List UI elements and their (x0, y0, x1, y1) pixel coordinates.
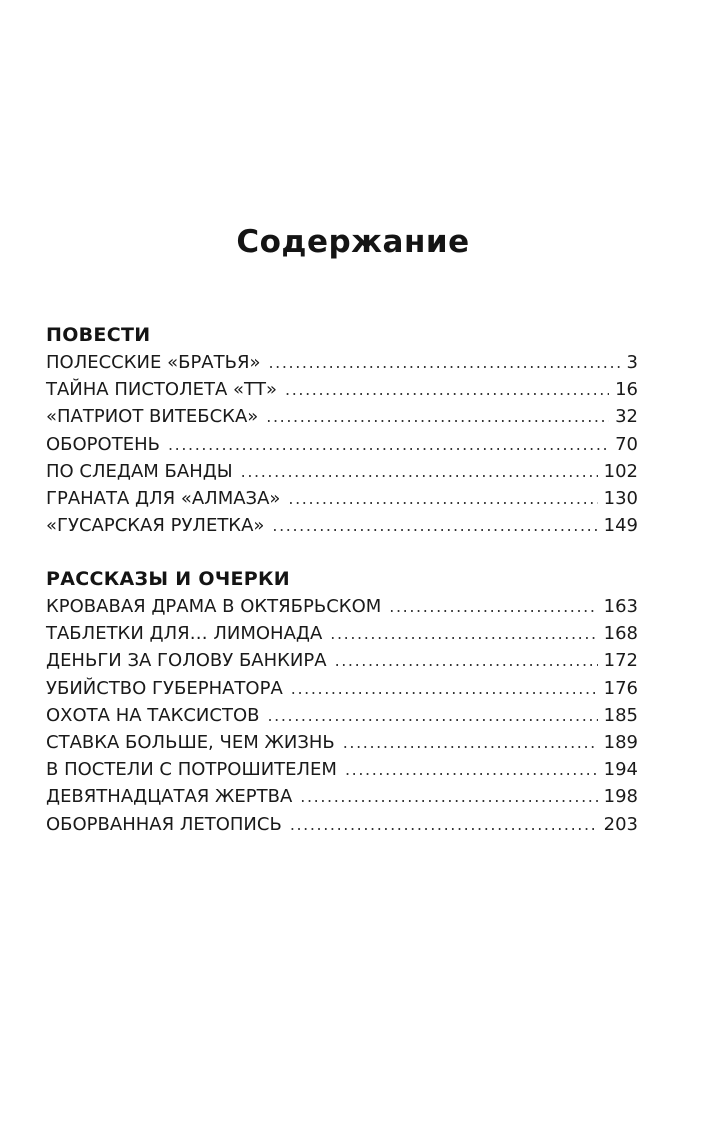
toc-section-povesti (46, 322, 638, 539)
toc-entry (46, 458, 638, 485)
dot-leader (330, 620, 597, 647)
toc-entry-title: ТАБЛЕТКИ ДЛЯ… ЛИМОНАДА (46, 623, 323, 645)
toc-entry-page-number: 176 (603, 677, 638, 699)
dot-leader (266, 403, 609, 430)
toc-entry-page-number: 172 (603, 650, 638, 672)
toc-entry-page-number: 203 (603, 813, 638, 835)
toc-entry (46, 512, 638, 539)
toc-entry-title: ОБОРОТЕНЬ (46, 433, 160, 455)
toc-entry (46, 647, 638, 674)
toc-entry (46, 756, 638, 783)
toc-entry (46, 620, 638, 647)
dot-leader (267, 702, 597, 729)
toc-entry-page-number: 198 (603, 786, 638, 808)
toc-entry (46, 431, 638, 458)
toc-entry-title: УБИЙСТВО ГУБЕРНАТОРА (46, 677, 283, 699)
toc-entry-title: КРОВАВАЯ ДРАМА В ОКТЯБРЬСКОМ (46, 596, 382, 617)
dot-leader (285, 376, 609, 403)
toc-entry-page-number: 70 (615, 433, 638, 455)
dot-leader (241, 458, 598, 485)
dot-leader (300, 783, 597, 810)
toc-entry-page-number: 168 (603, 623, 638, 645)
dot-leader (272, 512, 597, 539)
dot-leader (343, 729, 598, 756)
section-heading: РАССКАЗЫ И ОЧЕРКИ (46, 568, 291, 590)
dot-leader (335, 647, 598, 674)
dot-leader (290, 811, 598, 838)
section-heading: ПОВЕСТИ (46, 324, 151, 346)
toc-entry (46, 729, 638, 756)
toc-entry (46, 485, 638, 512)
toc-entry-title: ГРАНАТА ДЛЯ «АЛМАЗА» (46, 487, 281, 509)
dot-leader (288, 485, 597, 512)
toc-entry-page-number: 102 (603, 460, 638, 482)
toc-entry (46, 811, 638, 838)
toc-entry-title: ДЕНЬГИ ЗА ГОЛОВУ БАНКИРА (46, 650, 327, 672)
page-title: Содержание (236, 224, 470, 260)
toc-entry-page-number: 194 (603, 759, 638, 781)
toc-entry-title: ПОЛЕССКИЕ «БРАТЬЯ» (46, 352, 261, 373)
toc-entry (46, 675, 638, 702)
toc-entry-page-number: 32 (615, 406, 638, 428)
toc-entry-title: ДЕВЯТНАДЦАТАЯ ЖЕРТВА (46, 786, 293, 808)
toc-section-rasskazy (46, 566, 638, 838)
toc-entry (46, 376, 638, 403)
dot-leader (345, 756, 598, 783)
toc-entry-title: ОБОРВАННАЯ ЛЕТОПИСЬ (46, 813, 282, 835)
toc-entry-page-number: 185 (603, 704, 638, 726)
toc-entry-page-number: 130 (603, 487, 638, 509)
toc-list (46, 593, 638, 838)
toc-entry-page-number: 16 (615, 379, 638, 401)
toc-list (46, 349, 638, 539)
toc-entry (46, 593, 638, 620)
toc-entry-page-number: 3 (626, 352, 638, 373)
dot-leader (291, 675, 598, 702)
toc-entry-page-number: 163 (603, 596, 638, 617)
toc-entry-title: «ПАТРИОТ ВИТЕБСКА» (46, 406, 259, 428)
toc-entry-page-number: 149 (603, 515, 638, 537)
toc-entry-title: В ПОСТЕЛИ С ПОТРОШИТЕЛЕМ (46, 759, 337, 781)
dot-leader (389, 593, 597, 620)
toc-entry (46, 783, 638, 810)
dot-leader (168, 431, 609, 458)
toc-entry-title: ПО СЛЕДАМ БАНДЫ (46, 460, 233, 482)
toc-entry (46, 702, 638, 729)
toc-entry (46, 349, 638, 376)
toc-entry-title: СТАВКА БОЛЬШЕ, ЧЕМ ЖИЗНЬ (46, 731, 335, 753)
toc-entry-title: ОХОТА НА ТАКСИСТОВ (46, 704, 260, 726)
toc-entry-title: ТАЙНА ПИСТОЛЕТА «ТТ» (46, 379, 278, 401)
dot-leader (268, 349, 620, 376)
toc-entry (46, 403, 638, 430)
toc-entry-title: «ГУСАРСКАЯ РУЛЕТКА» (46, 515, 265, 537)
toc-entry-page-number: 189 (603, 731, 638, 753)
